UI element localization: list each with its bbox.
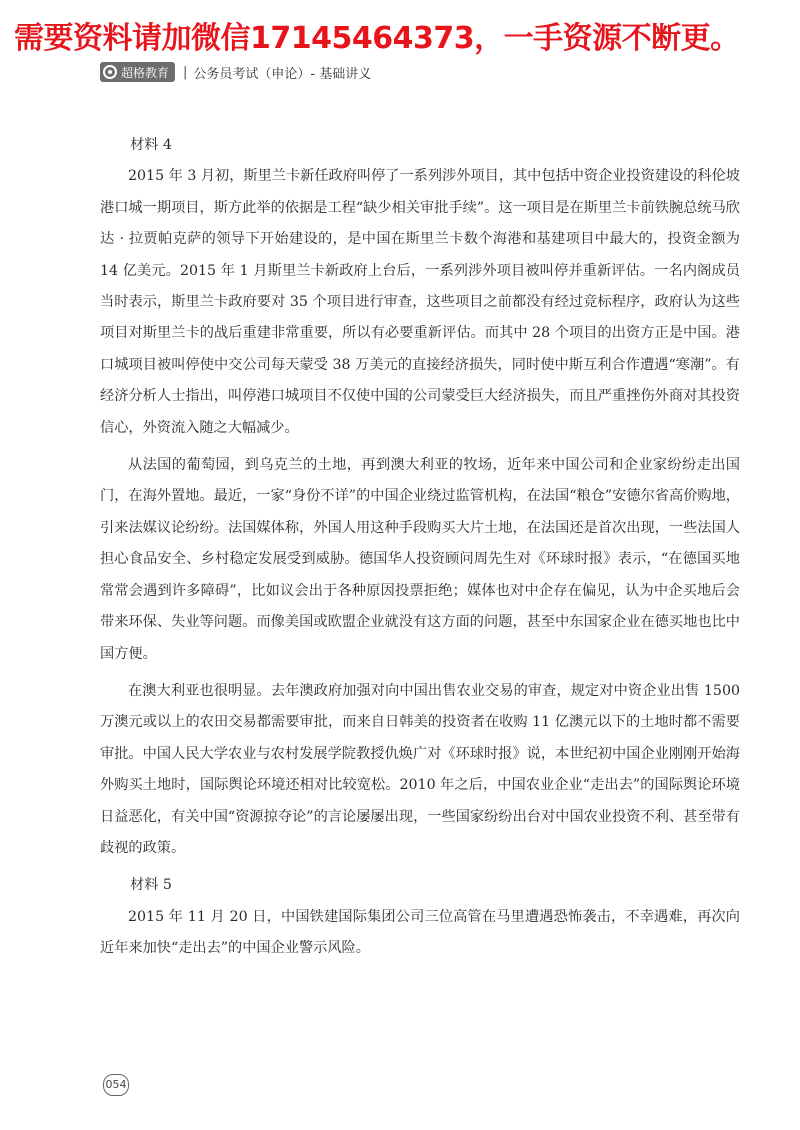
page-number: 054: [103, 1074, 129, 1096]
header-title: 公务员考试（申论）- 基础讲义: [193, 66, 372, 82]
page-header: [100, 62, 371, 82]
paragraph: 在澳大利亚也很明显。去年澳政府加强对向中国出售农业交易的审查，规定对中资企业出售 1500 万澳元或以上的农田交易都需要审批，而来自日韩美的投资者在收购 11 亿澳元以下的土地时都不需要审批。中国人民大学农业与农村发展学院教授仇焕广对《环球时报》说，本世纪初中国企业刚刚开始海外购买土地时，国际舆论环境还相对比较宽松。2010 年之后，中国农业企业“走出去”的国际舆论环境日益恶化，有关中国“资源掠夺论”的言论屡屡出现，一些国家纷纷出台对中国农业投资不利、甚至带有歧视的政策。: [100, 682, 740, 856]
section-title-material-4: 材料 4: [130, 137, 172, 153]
paragraph: 从法国的葡萄园，到乌克兰的土地，再到澳大利亚的牧场，近年来中国公司和企业家纷纷走出国门，在海外置地。最近，一家“身份不详”的中国企业绕过监管机构，在法国“粮仓”安德尔省高价购地，引来法媒议论纷纷。法国媒体称，外国人用这种手段购买大片土地，在法国还是首次出现，一些法国人担心食品安全、乡村稳定发展受到威胁。德国华人投资顾问周先生对《环球时报》表示，“在德国买地常常会遇到许多障碍”，比如议会出于各种原因投票拒绝；媒体也对中企存在偏见，认为中企买地后会带来环保、失业等问题。而像美国或欧盟企业就没有这方面的问题，甚至中东国家企业在德买地也比中国方便。: [100, 457, 740, 662]
logo-icon: [103, 65, 117, 79]
logo-text: 超格教育: [121, 65, 170, 80]
section-title-material-5: 材料 5: [130, 877, 172, 894]
publisher-logo: [100, 62, 175, 82]
watermark-banner: 需要资料请加微信17145464373，一手资源不断更。: [14, 21, 740, 56]
header-separator: |: [183, 64, 188, 80]
paragraph: 2015 年 11 月 20 日，中国铁建国际集团公司三位高管在马里遭遇恐怖袭击，不幸遇难，再次向近年来加快“走出去”的中国企业警示风险。: [100, 908, 740, 957]
document-body: [100, 130, 740, 971]
paragraph: 2015 年 3 月初，斯里兰卡新任政府叫停了一系列涉外项目，其中包括中资企业投资建设的科伦坡港口城一期项目，斯方此举的依据是工程“缺少相关审批手续”。这一项目是在斯里兰卡前铁腕总统马欣达 · 拉贾帕克萨的领导下开始建设的，是中国在斯里兰卡数个海港和基建项目中最大的，投资金额为 14 亿美元。2015 年 1 月斯里兰卡新政府上台后，一系列涉外项目被叫停并重新评估。一名内阁成员当时表示，斯里兰卡政府要对 35 个项目进行审查，这些项目之前都没有经过竞标程序，政府认为这些项目对斯里兰卡的战后重建非常重要，所以有必要重新评估。而其中 28 个项目的出资方正是中国。港口城项目被叫停使中交公司每天蒙受 38 万美元的直接经济损失，同时使中斯互利合作遭遇“寒潮”。有经济分析人士指出，叫停港口城项目不仅使中国的公司蒙受巨大经济损失，而且严重挫伤外商对其投资信心，外资流入随之大幅减少。: [100, 168, 740, 436]
